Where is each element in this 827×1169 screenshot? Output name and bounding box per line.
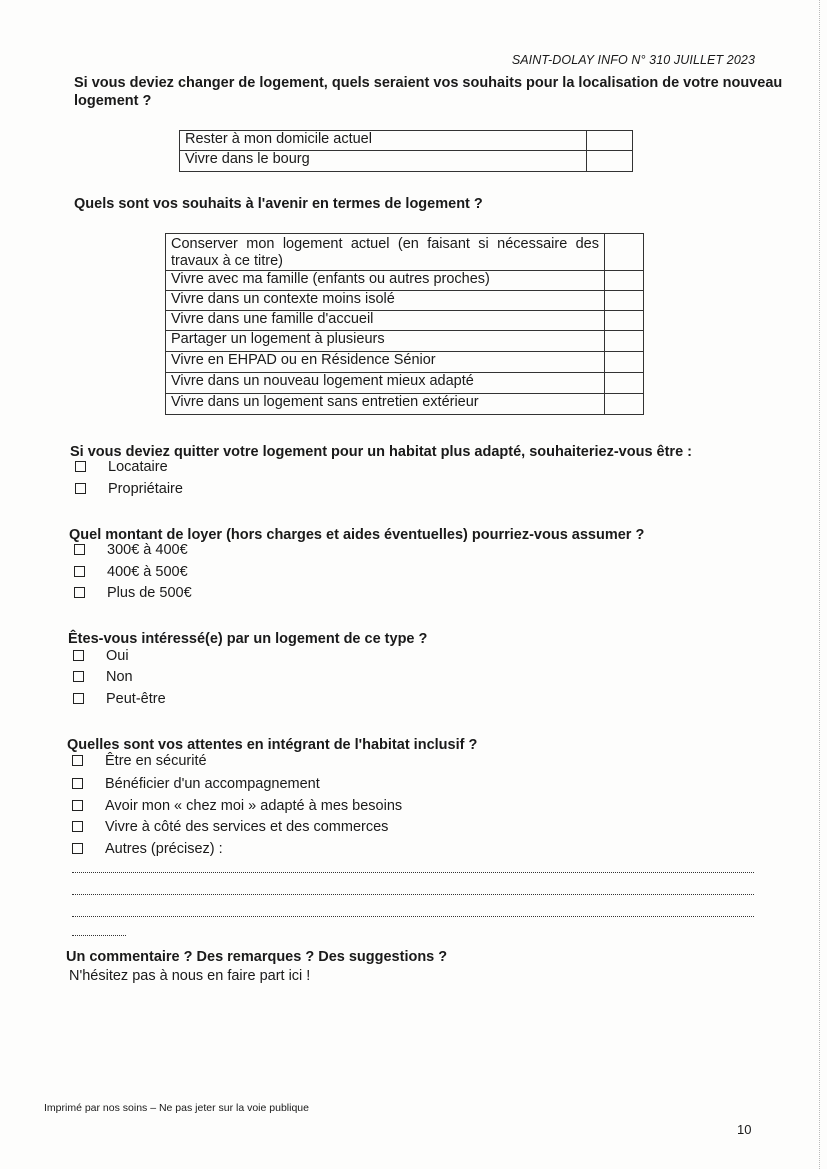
answer-box[interactable] bbox=[605, 311, 644, 331]
checkbox[interactable] bbox=[75, 483, 86, 494]
checkbox[interactable] bbox=[74, 587, 85, 598]
list-item[interactable]: Être en sécurité bbox=[72, 752, 207, 770]
footer-note: Imprimé par nos soins – Ne pas jeter sur la voie publique bbox=[44, 1102, 309, 1114]
checkbox[interactable] bbox=[75, 461, 86, 472]
list-item[interactable]: Peut-être bbox=[73, 690, 166, 708]
question-future-housing-title: Quels sont vos souhaits à l'avenir en termes de logement ? bbox=[74, 196, 483, 212]
answer-line[interactable] bbox=[72, 872, 754, 873]
checkbox[interactable] bbox=[72, 843, 83, 854]
relocation-options-table bbox=[179, 130, 633, 172]
checkbox[interactable] bbox=[74, 544, 85, 555]
list-item[interactable]: Plus de 500€ bbox=[74, 584, 192, 602]
table-row bbox=[166, 373, 644, 394]
answer-box[interactable] bbox=[605, 352, 644, 373]
checkbox[interactable] bbox=[72, 755, 83, 766]
answer-box[interactable] bbox=[605, 234, 644, 271]
answer-box[interactable] bbox=[605, 394, 644, 415]
option-label: Vivre en EHPAD ou en Résidence Sénior bbox=[166, 352, 605, 373]
question-rent-title: Quel montant de loyer (hors charges et aides éventuelles) pourriez-vous assumer ? bbox=[69, 527, 645, 543]
answer-box[interactable] bbox=[587, 131, 633, 151]
list-item[interactable]: 400€ à 500€ bbox=[74, 563, 188, 581]
answer-line[interactable] bbox=[72, 894, 754, 895]
table-row bbox=[166, 291, 644, 311]
table-row bbox=[180, 131, 633, 151]
option-label: Vivre dans un contexte moins isolé bbox=[166, 291, 605, 311]
answer-box[interactable] bbox=[587, 151, 633, 172]
list-item[interactable]: Oui bbox=[73, 647, 129, 665]
page-header: SAINT-DOLAY INFO N° 310 JUILLET 2023 bbox=[511, 53, 755, 67]
option-label: Rester à mon domicile actuel bbox=[180, 131, 587, 151]
checkbox[interactable] bbox=[73, 693, 84, 704]
list-item[interactable]: 300€ à 400€ bbox=[74, 541, 188, 559]
comment-title: Un commentaire ? Des remarques ? Des suggestions ? bbox=[66, 949, 448, 965]
option-label: Vivre avec ma famille (enfants ou autres proches) bbox=[166, 271, 605, 291]
list-item[interactable]: Non bbox=[73, 668, 133, 686]
table-row bbox=[166, 234, 644, 271]
table-row bbox=[166, 394, 644, 415]
answer-line[interactable] bbox=[72, 916, 754, 917]
list-item[interactable]: Locataire bbox=[75, 458, 168, 476]
question-relocation-title: Si vous deviez changer de logement, quels seraient vos souhaits pour la localisation de votre nouveau logement ? bbox=[74, 75, 783, 109]
list-item[interactable]: Autres (précisez) : bbox=[72, 840, 223, 858]
checkbox[interactable] bbox=[72, 821, 83, 832]
option-label: Partager un logement à plusieurs bbox=[166, 331, 605, 352]
checkbox[interactable] bbox=[73, 671, 84, 682]
checkbox[interactable] bbox=[72, 800, 83, 811]
list-item[interactable]: Vivre à côté des services et des commerces bbox=[72, 818, 388, 836]
question-expectations-title: Quelles sont vos attentes en intégrant de l'habitat inclusif ? bbox=[67, 737, 478, 753]
table-row bbox=[166, 352, 644, 373]
answer-box[interactable] bbox=[605, 373, 644, 394]
page-number: 10 bbox=[737, 1122, 752, 1137]
option-label: Vivre dans un nouveau logement mieux adapté bbox=[166, 373, 605, 394]
option-label: Conserver mon logement actuel (en faisant si nécessaire des travaux à ce titre) bbox=[166, 234, 605, 271]
table-row bbox=[180, 151, 633, 172]
table-row bbox=[166, 271, 644, 291]
answer-box[interactable] bbox=[605, 291, 644, 311]
future-housing-table bbox=[165, 233, 644, 415]
checkbox[interactable] bbox=[73, 650, 84, 661]
question-interest-title: Êtes-vous intéressé(e) par un logement de ce type ? bbox=[68, 631, 428, 647]
list-item[interactable]: Avoir mon « chez moi » adapté à mes besoins bbox=[72, 797, 402, 815]
table-row bbox=[166, 331, 644, 352]
answer-line[interactable] bbox=[72, 935, 126, 936]
answer-box[interactable] bbox=[605, 271, 644, 291]
table-row bbox=[166, 311, 644, 331]
option-label: Vivre dans un logement sans entretien extérieur bbox=[166, 394, 605, 415]
list-item[interactable]: Bénéficier d'un accompagnement bbox=[72, 775, 320, 793]
checkbox[interactable] bbox=[72, 778, 83, 789]
answer-box[interactable] bbox=[605, 331, 644, 352]
question-tenure-title: Si vous deviez quitter votre logement pour un habitat plus adapté, souhaiteriez-vous être : bbox=[70, 444, 692, 460]
checkbox[interactable] bbox=[74, 566, 85, 577]
scan-edge-line bbox=[819, 0, 821, 1169]
comment-subtitle: N'hésitez pas à nous en faire part ici ! bbox=[69, 968, 311, 984]
list-item[interactable]: Propriétaire bbox=[75, 480, 183, 498]
option-label: Vivre dans une famille d'accueil bbox=[166, 311, 605, 331]
option-label: Vivre dans le bourg bbox=[180, 151, 587, 172]
